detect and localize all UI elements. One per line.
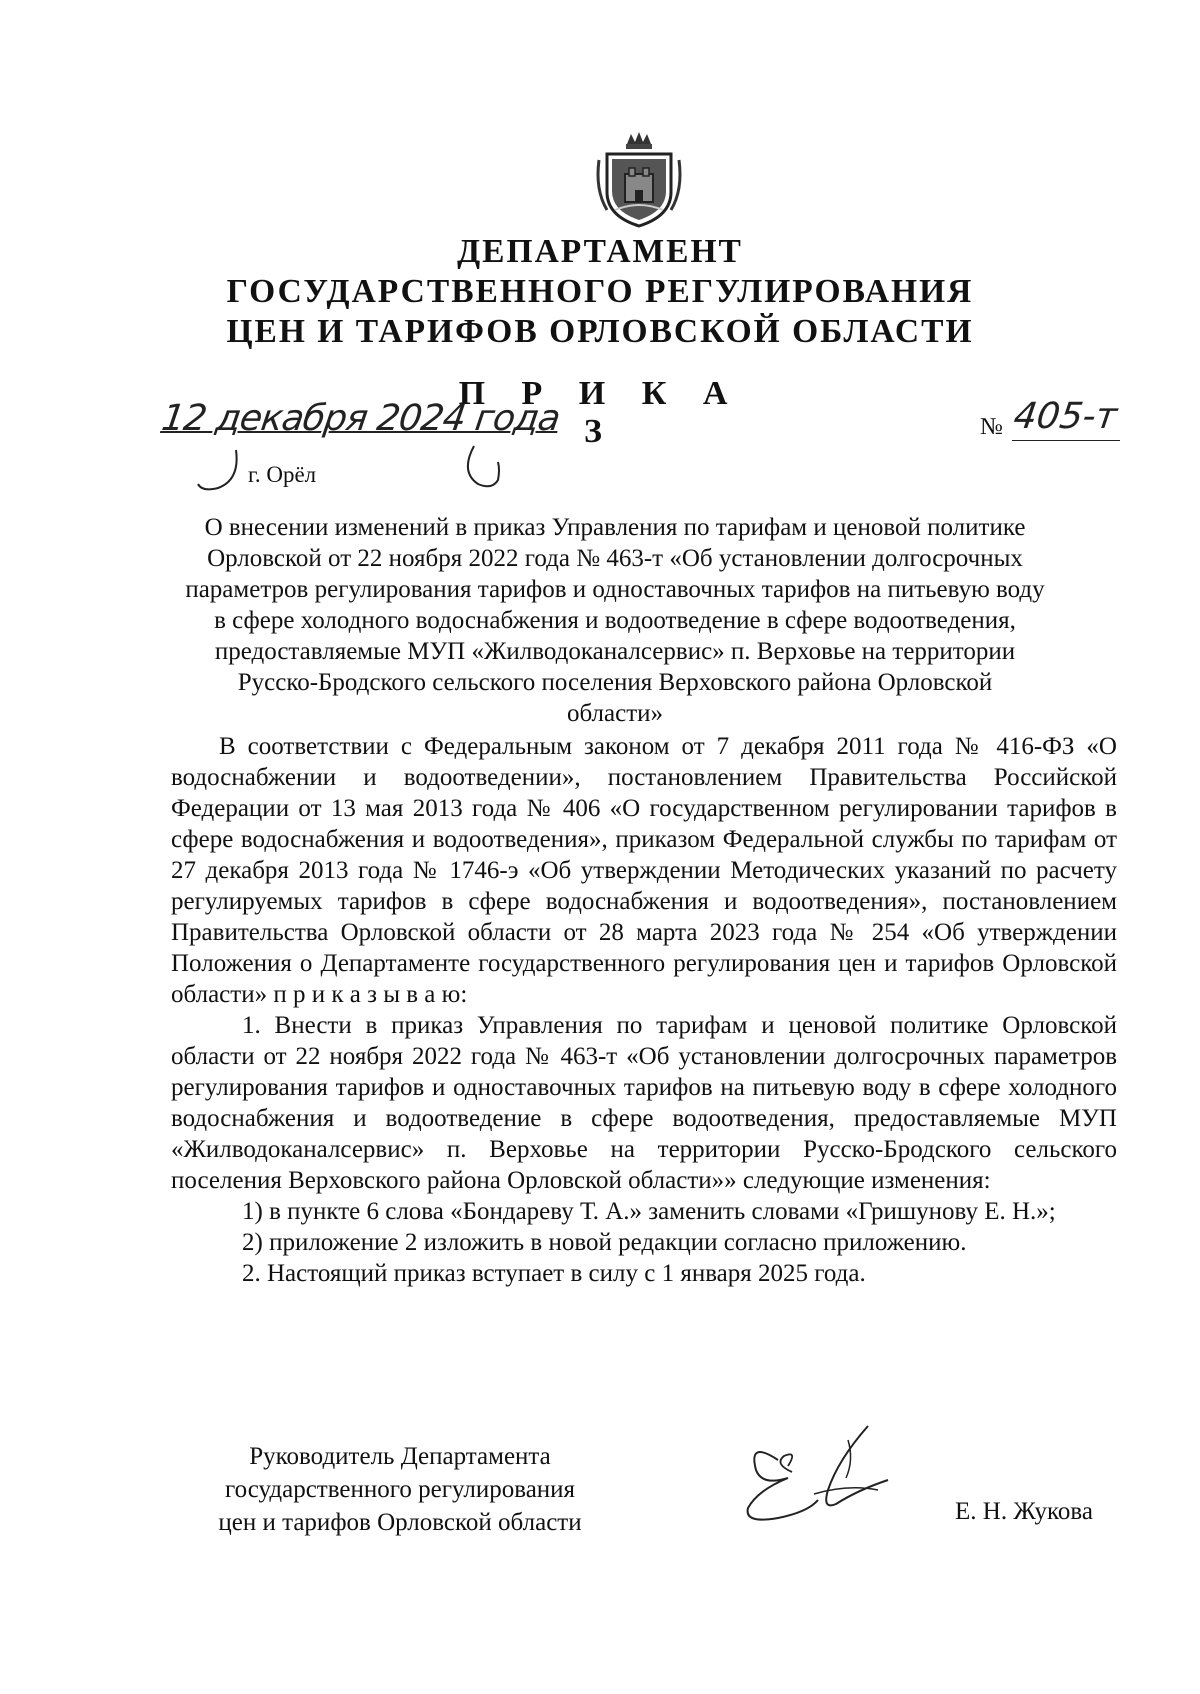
item-1-paragraph: 1. Внести в приказ Управления по тарифам и ценовой политике Орловской области от 22 ноября 2022 года № 463-т «Об установлении долгосрочных параметров регулирования тарифов и одноставочных тарифов на питьевую воду в сфере холодного водоснабжения и водоотведение в сфере водоотведения, предоставляемые МУП «Жилводоканалсервис» п. Верховье на территории Русско-Бродского сельского поселения Верховского района Орловской области»» следующие изменения: (171, 1012, 1117, 1194)
order-date-handwritten: 12 декабря 2024 года (159, 398, 563, 439)
order-title: П Р И К А З (458, 375, 742, 450)
subject-line: Орловской от 22 ноября 2022 года № 463-т «Об установлении долгосрочных (207, 545, 1023, 572)
department-title-line: ЦЕН И ТАРИФОВ ОРЛОВСКОЙ ОБЛАСТИ (226, 313, 974, 350)
preamble-paragraph: В соответствии с Федеральным законом от 7 декабря 2011 года № 416-ФЗ «О водоснабжении и водоотведении», постановлением Правительства Российской Федерации от 13 мая 2013 года № 406 «О государственном регулировании тарифов в сфере водоснабжения и водоотведения», приказом Федеральной службы по тарифам от 27 декабря 2013 года № 1746-э «Об утверждении Методических указаний по расчету регулируемых тарифов в сфере водоснабжения и водоотведения», постановлением Правительства Орловской области от 28 марта 2023 года № 254 «Об утверждении Положения о Департаменте государственного регулирования цен и тарифов Орловской области» п р и к а з ы в а ю: (171, 733, 1117, 1008)
subitem-1-paragraph: 1) в пункте 6 слова «Бондареву Т. А.» заменить словами «Гришунову Е. Н.»; (242, 1198, 1056, 1225)
subitem-2-paragraph: 2) приложение 2 изложить в новой редакции согласно приложению. (242, 1229, 967, 1256)
signer-position (180, 1440, 620, 1539)
order-number-underline (1012, 440, 1120, 441)
subject-line: в сфере холодного водоснабжения и водоотведение в сфере водоотведения, (214, 607, 1016, 634)
signer-name: Е. Н. Жукова (955, 1498, 1093, 1525)
left-bracket-mark (196, 446, 242, 494)
department-title-line: ГОСУДАРСТВЕННОГО РЕГУЛИРОВАНИЯ (226, 273, 974, 310)
subject-line: параметров регулирования тарифов и одноставочных тарифов на питьевую воду (185, 576, 1045, 603)
item-2-paragraph: 2. Настоящий приказ вступает в силу с 1 января 2025 года. (242, 1260, 866, 1287)
order-number-handwritten: 405-т (1011, 396, 1120, 437)
signer-position-line: Руководитель Департамента (249, 1443, 551, 1470)
orel-region-coat-of-arms-icon (593, 130, 685, 230)
department-title-line: ДЕПАРТАМЕНТ (457, 233, 743, 270)
subject-line: предоставляемые МУП «Жилводоканалсервис» п. Верховье на территории (214, 638, 1016, 665)
signer-position-line: государственного регулирования (224, 1476, 576, 1503)
subject-line: О внесении изменений в приказ Управления по тарифам и ценовой политике (204, 514, 1026, 541)
order-subject (150, 512, 1080, 729)
department-title (150, 232, 1050, 352)
handwritten-signature-icon (718, 1420, 908, 1530)
subject-line: области» (566, 700, 664, 727)
order-number-label: № (980, 414, 1003, 440)
signer-position-line: цен и тарифов Орловской области (218, 1509, 582, 1536)
right-bracket-mark (462, 442, 502, 492)
subject-line: Русско-Бродского сельского поселения Верховского района Орловской (237, 669, 993, 696)
order-body (171, 731, 1117, 1289)
city-label: г. Орёл (248, 462, 317, 487)
